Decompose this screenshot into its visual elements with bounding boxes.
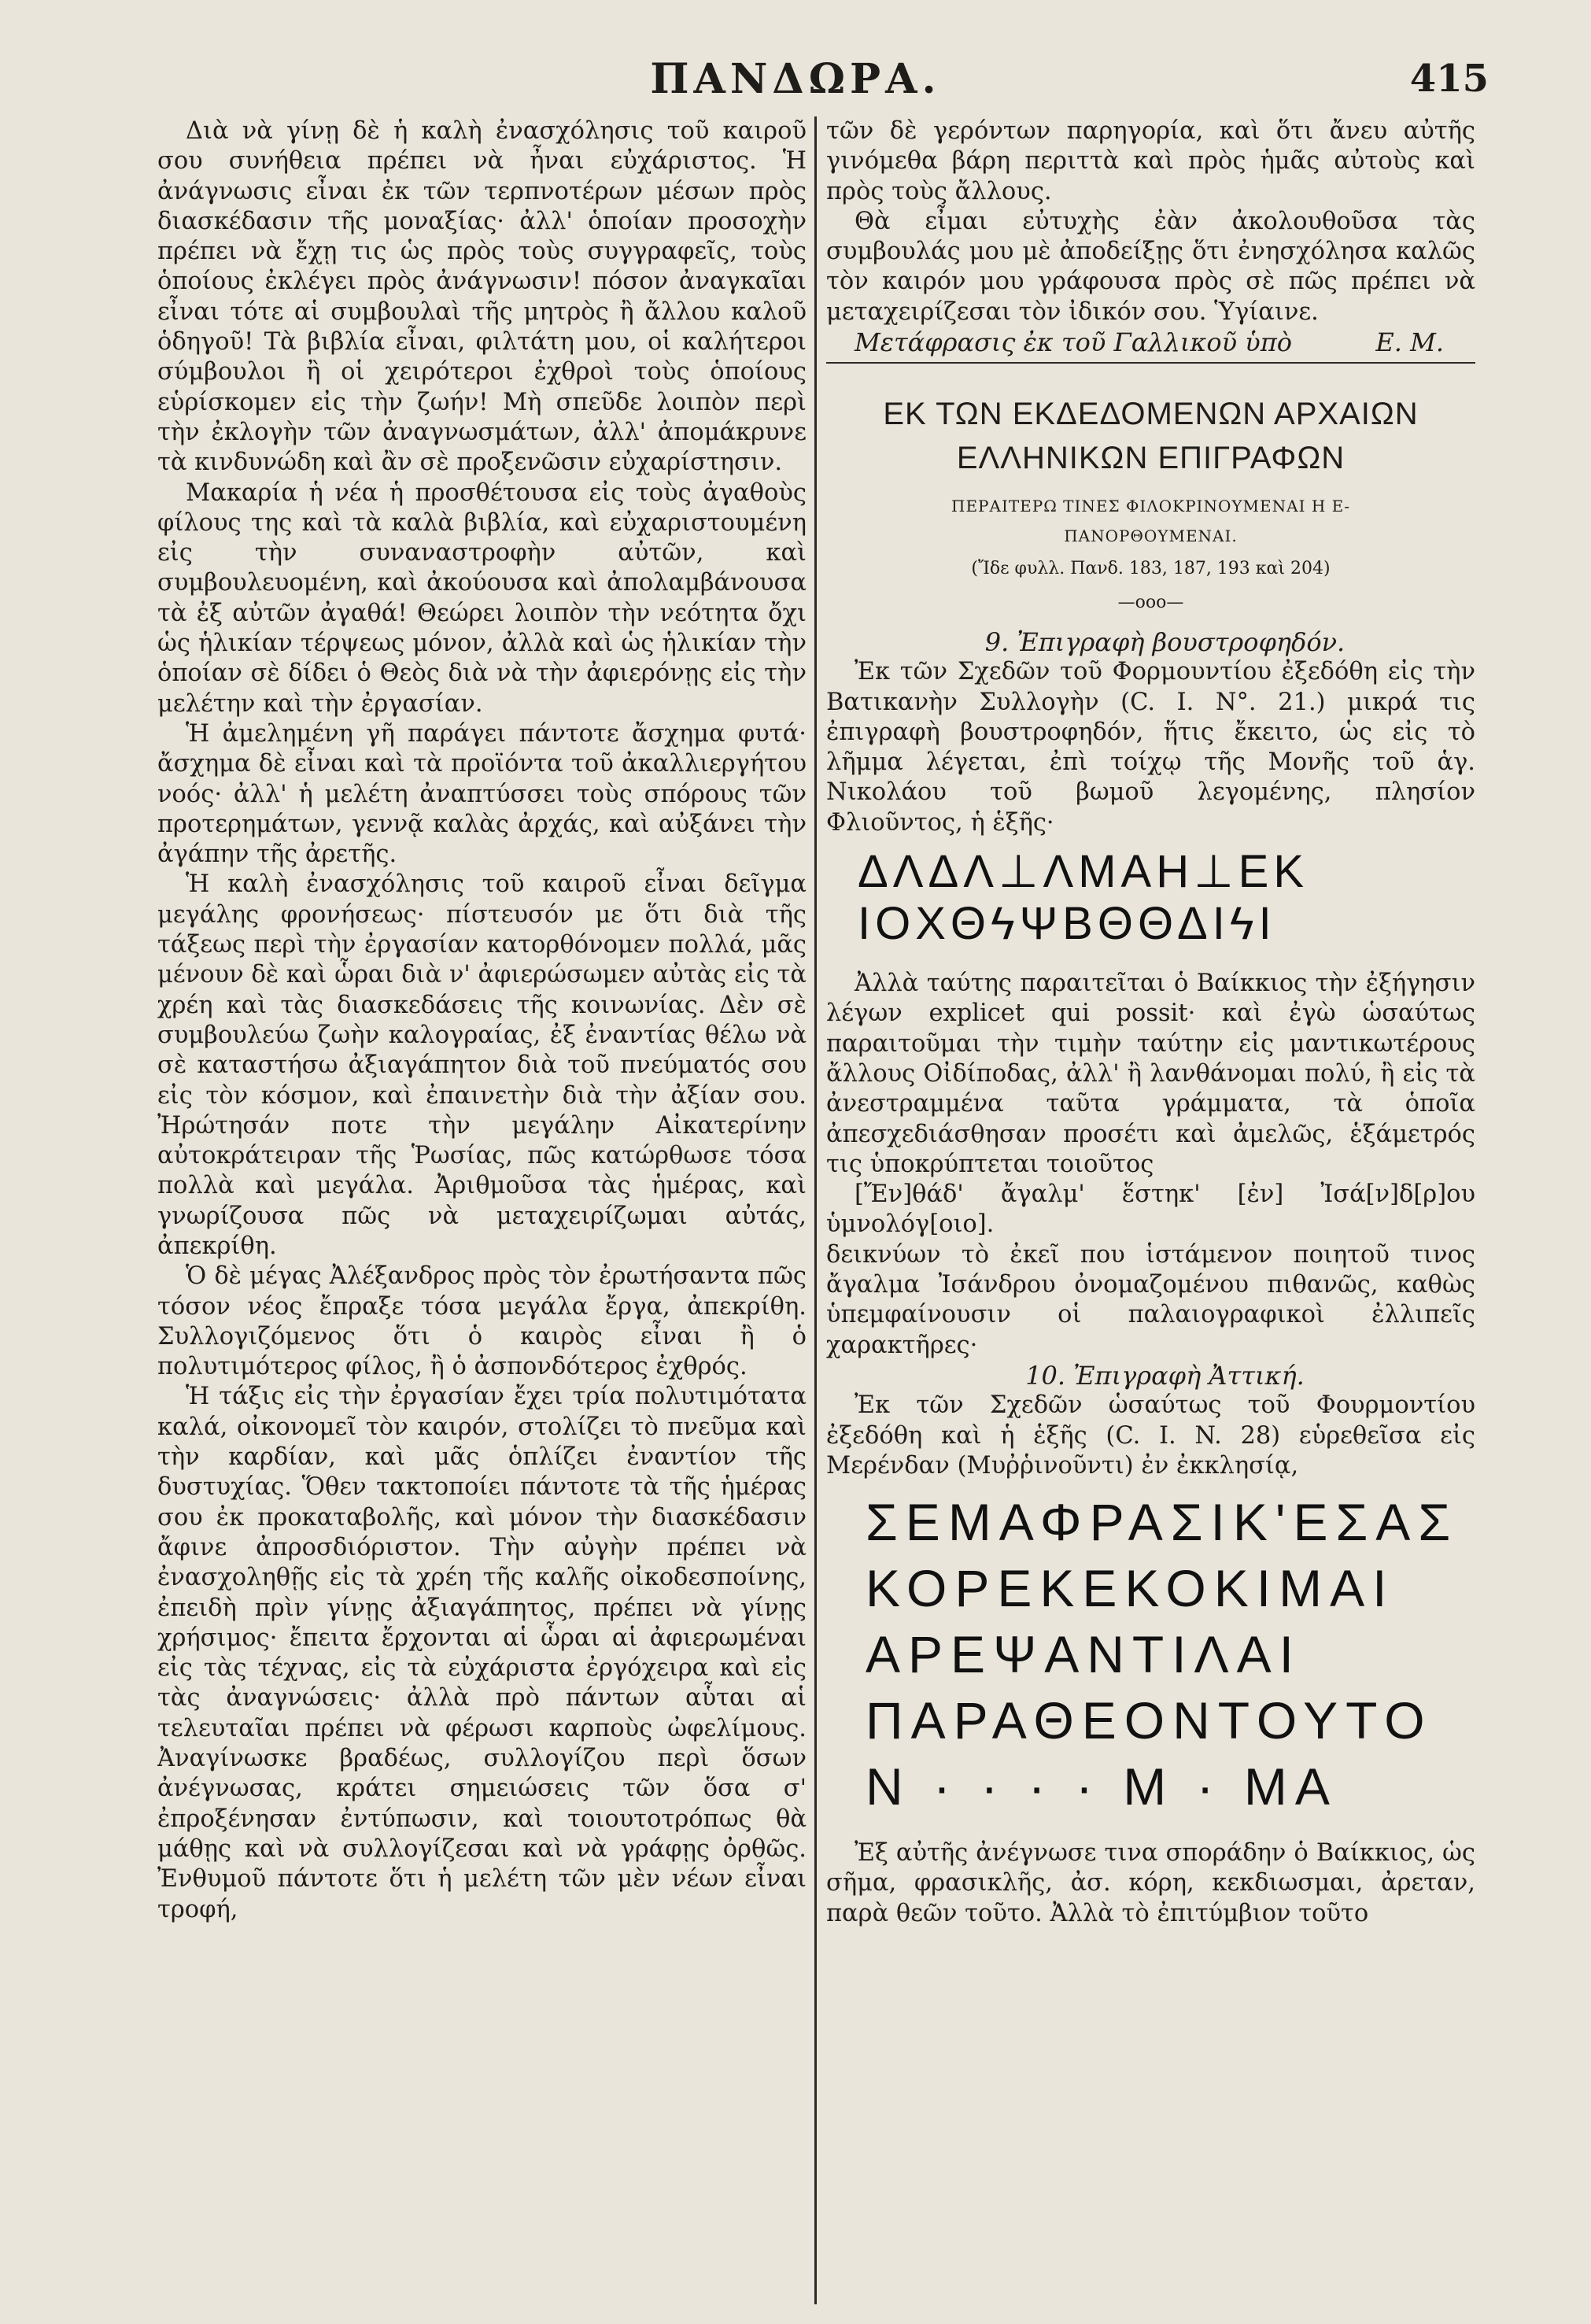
translation-credit: [826, 327, 1475, 357]
inscription-10-intro: Ἐκ τῶν Σχεδῶν ὡσαύτως τοῦ Φουρμοντίου ἐξεδόθη καὶ ἡ ἑξῆς (C. I. N. 28) εὑρεθεῖσα εἰς Μερένδαν (Μυῤῥινοῦντι) ἐν ἐκκλησίᾳ,: [826, 1391, 1475, 1480]
inscription-line: ΙΟΧΘϟΨΒΘΘΔΙϟΙ: [858, 898, 1276, 950]
inscription-9-text: [858, 846, 1475, 950]
closing-paragraph: Θὰ εἶμαι εὐτυχὴς ἐὰν ἀκολουθοῦσα τὰς συμβουλάς μου μὲ ἀποδείξῃς ὅτι ἐνησχόλησα καλῶς τὸν καιρόν μου γράφουσα πρὸς σὲ πῶς πρέπει νὰ μεταχειρίζεσαι τὸν ἰδικόν σου. Ὑγίαινε.: [826, 207, 1475, 326]
paragraph: Ἡ ἀμελημένη γῆ παράγει πάντοτε ἄσχημα φυτά· ἄσχημα δὲ εἶναι καὶ τὰ προϊόντα τοῦ ἀκαλλιεργήτου νοός· ἀλλ' ἡ μελέτη ἀναπτύσσει τοὺς σπόρους τῶν προτερημάτων, γεννᾷ καλὰς ἀρχάς, καὶ αὐξάνει τὴν ἀγάπην τῆς ἀρετῆς.: [157, 719, 807, 869]
inscription-10-heading: 10. Ἐπιγραφὴ Ἀττική.: [1025, 1360, 1305, 1391]
subheading-line: ΠΑΝΟΡΘΟΥΜΕΝΑΙ.: [1064, 527, 1238, 546]
inscription-10-commentary: Ἐξ αὐτῆς ἀνέγνωσε τινα σποράδην ὁ Βαίκκιος, ὡς σῆμα, φρασικλῆς, ἀσ. κόρη, κεκδιωσμαι, ἀρεταν, παρὰ θεῶν τοῦτο. Ἀλλὰ τὸ ἐπιτύμβιον τοῦτο: [826, 1839, 1475, 1927]
inscription-line: ΔΛΔΛ⊥ΛΜΑΗ⊥ΕΚ: [858, 846, 1309, 898]
inscription-line: ΑΡΕΨΑΝΤΙΛΑΙ: [866, 1625, 1301, 1684]
page-header: [0, 55, 1591, 110]
inscription-line: Ν · · · · Μ · ΜΑ: [866, 1757, 1338, 1816]
inscription-9-commentary: Ἀλλὰ ταύτης παραιτεῖται ὁ Βαίκκιος τὴν ἐξήγησιν λέγων explicet qui possit· καὶ ἐγὼ ὡσαύτως παραιτοῦμαι τὴν τιμὴν ταύτην εἰς μαντικωτέρους ἄλλους Οἰδίποδας, ἀλλ' ἢ λανθάνομαι πολύ, ἢ εἰς τὰ ἀνεστραμμένα ταῦτα γράμματα, τὰ ὁποῖα ἀπεσχεδιάσθησαν προσέτι καὶ ἀμελῶς, ἑξάμετρός τις ὑποκρύπτεται τοιοῦτος: [826, 970, 1475, 1178]
section-rule: [826, 362, 1475, 364]
inscription-9-heading: 9. Ἐπιγραφὴ βουστροφηδόν.: [984, 626, 1346, 657]
paragraph: Ἡ τάξις εἰς τὴν ἐργασίαν ἔχει τρία πολυτιμότατα καλά, οἰκονομεῖ τὸν καιρόν, στολίζει τὸ πνεῦμα καὶ τὴν καρδίαν, καὶ μᾶς ὁπλίζει ἐναντίον τῆς δυστυχίας. Ὅθεν τακτοποίει πάντοτε τὰ τῆς ἡμέρας σου ἐκ προκαταβολῆς, καὶ μόνον τὴν διασκέδασιν ἄφινε ἀπροσδιόριστον. Τὴν αὐγὴν πρέπει νὰ ἐνασχοληθῇς εἰς τὰ χρέη τῆς καλῆς οἰκοδεσποίνης, ἐπειδὴ πρὶν γίνῃς ἀξιαγάπητος, πρέπει νὰ γίνῃς χρήσιμος· ἔπειτα ἔρχονται αἱ ὧραι αἱ ἀφιερωμέναι εἰς τὰς τέχνας, εἰς τὰ εὐχάριστα ἐργόχειρα καὶ εἰς τὰς ἀναγνώσεις· ἀλλὰ πρὸ πάντων αὗται αἱ τελευταῖαι πρέπει νὰ φέρωσι καρποὺς ὠφελίμους. Ἀναγίνωσκε βραδέως, συλλογίζου περὶ ὅσων ἀνέγνωσας, κράτει σημειώσεις τῶν ὅσα σ' ἐπροξένησαν ἐντύπωσιν, καὶ τοιουτοτρόπως θὰ μάθῃς καὶ νὰ συλλογίζεσαι καὶ νὰ γράφῃς ὀρθῶς. Ἐνθυμοῦ πάντοτε ὅτι ἡ μελέτη τῶν μὲν νέων εἶναι τροφή,: [157, 1383, 807, 1923]
section-subheading: [826, 491, 1475, 551]
paragraph: Μακαρία ἡ νέα ἡ προσθέτουσα εἰς τοὺς ἀγαθοὺς φίλους της καὶ τὰ καλὰ βιβλία, καὶ εὐχαριστουμένη εἰς τὴν συναναστροφὴν αὐτῶν, καὶ συμβουλευομένη, καὶ ἀκούουσα καὶ ἀπολαμβάνουσα τὰ ἐξ αὐτῶν ἀγαθά! Θεώρει λοιπὸν τὴν νεότητα ὄχι ὡς ἡλικίαν τέρψεως μόνον, ἀλλὰ καὶ ὡς ἡλικίαν τὴν ὁποίαν σὲ δίδει ὁ Θεὸς διὰ νὰ τὴν ἀφιερόνῃς εἰς τὴν μελέτην καὶ τὴν ἐργασίαν.: [157, 478, 807, 718]
inscription-line: ΠΑΡΑΘΕΟΝΤΟΥΤΟ: [866, 1691, 1433, 1750]
page-number: 415: [1409, 57, 1489, 101]
left-column: [157, 116, 807, 2293]
inscription-10-text: [866, 1489, 1475, 1820]
credit-initials: Ε. Μ.: [1375, 327, 1444, 358]
section-title-line: ΕΛΛΗΝΙΚΩΝ ΕΠΙΓΡΑΦΩΝ: [956, 441, 1346, 476]
inscription-9-commentary-2: δεικνύων τὸ ἐκεῖ που ἱστάμενον ποιητοῦ τινος ἄγαλμα Ἰσάνδρου ὀνομαζομένου πιθανῶς, καθὼς ὑπεμφαίνουσιν οἱ παλαιογραφικοὶ ἐλλιπεῖς χαρακτῆρες·: [826, 1240, 1475, 1359]
paragraph: Ἡ καλὴ ἐνασχόλησις τοῦ καιροῦ εἶναι δεῖγμα μεγάλης φρονήσεως· πίστευσόν με ὅτι διὰ τῆς τάξεως περὶ τὴν ἐργασίαν κατορθόνομεν πολλά, μᾶς μένουν δὲ καὶ ὧραι διὰ ν' ἀφιερώσωμεν αὐτὰς εἰς τὰ χρέη καὶ τὰς διασκεδάσεις τῆς κοινωνίας. Δὲν σὲ συμβουλεύω ζωὴν καλογραίας, ἐξ ἐναντίας θέλω νὰ σὲ καταστήσω ἀξιαγάπητον διὰ τοῦ πνεύματός σου εἰς τὸν κόσμον, καὶ ἐπαινετὴν διὰ τὴν ἀξίαν σου. Ἠρώτησάν ποτε τὴν μεγάλην Αἰκατερίνην αὐτοκράτειραν τῆς Ῥωσίας, πῶς κατώρθωσε τόσα πολλὰ καὶ μεγάλα. Ἀριθμοῦσα τὰς ἡμέρας, καὶ γνωρίζουσα πῶς νὰ μεταχειρίζωμαι αὐτάς, ἀπεκρίθη.: [157, 870, 807, 1260]
section-title-line: ΕΚ ΤΩΝ ΕΚΔΕΔΟΜΕΝΩΝ ΑΡΧΑΙΩΝ: [883, 397, 1419, 432]
inscription-line: ΣΕΜΑΦΡΑΣΙΚ'ΕΣΑΣ: [866, 1493, 1459, 1552]
inscription-line: ΚΟΡΕΚΕΚΟΚΙΜΑΙ: [866, 1559, 1395, 1618]
inscription-9-verse: [Ἔν]θάδ' ἄγαλμ' ἕστηκ' [ἐν] Ἰσά[ν]δ[ρ]ου ὑμνολόγ[οιο].: [826, 1180, 1475, 1239]
column-divider: [814, 116, 817, 2304]
credit-text: Μετάφρασις ἐκ τοῦ Γαλλικοῦ ὑπὸ: [855, 327, 1293, 358]
paragraph: Διὰ νὰ γίνῃ δὲ ἡ καλὴ ἐνασχόλησις τοῦ καιροῦ σου συνήθεια πρέπει νὰ ἦναι εὐχάριστος. Ἡ ἀνάγνωσις εἶναι ἐκ τῶν τερπνοτέρων μέσων πρὸς διασκέδασιν τῆς μοναξίας· ἀλλ' ὁποίαν προσοχὴν πρέπει νὰ ἔχῃ τις ὡς πρὸς τοὺς συγγραφεῖς, τοὺς ὁποίους ἐκλέγει πρὸς ἀνάγνωσιν! πόσον ἀναγκαῖαι εἶναι τότε αἱ συμβουλαὶ τῆς μητρὸς ἢ ἄλλου καλοῦ ὁδηγοῦ! Τὰ βιβλία εἶναι, φιλτάτη μου, οἱ καλήτεροι σύμβουλοι ἢ οἱ χειρότεροι ἐχθροὶ τοὺς ὁποίους εὑρίσκομεν εἰς τὴν ζωήν! Μὴ σπεῦδε λοιπὸν περὶ τὴν ἐκλογὴν τῶν ἀναγνωσμάτων, ἀλλ' ἀπομάκρυνε τὰ κινδυνώδη καὶ ἂν σὲ προξενῶσιν εὐχαρίστησιν.: [157, 117, 807, 477]
reference-note: (Ἴδε φυλλ. Πανδ. 183, 187, 193 καὶ 204): [971, 559, 1331, 579]
subheading-line: ΠΕΡΑΙΤΕΡΩ ΤΙΝΕΣ ΦΙΛΟΚΡΙΝΟΥΜΕΝΑΙ Η Ε-: [951, 497, 1350, 516]
journal-title: ΠΑΝΔΩΡΑ.: [650, 55, 941, 103]
section-title: [826, 392, 1475, 480]
right-column: [826, 116, 1475, 2293]
paragraph: Ὁ δὲ μέγας Ἀλέξανδρος πρὸς τὸν ἐρωτήσαντα πῶς τόσον νέος ἔπραξε τόσα μεγάλα ἔργα, ἀπεκρίθη. Συλλογιζόμενος ὅτι ὁ καιρὸς εἶναι ἢ ὁ πολυτιμότερος φίλος, ἢ ὁ ἀσπονδότερος ἐχθρός.: [157, 1262, 807, 1381]
continued-paragraph: τῶν δὲ γερόντων παρηγορία, καὶ ὅτι ἄνευ αὐτῆς γινόμεθα βάρη περιττὰ καὶ πρὸς ἡμᾶς αὐτοὺς καὶ πρὸς τοὺς ἄλλους.: [826, 117, 1475, 205]
ornament-divider: —οοο—: [1117, 592, 1184, 612]
inscription-9-intro: Ἐκ τῶν Σχεδῶν τοῦ Φορμουντίου ἐξεδόθη εἰς τὴν Βατικανὴν Συλλογὴν (C. I. N°. 21.) μικρά τις ἐπιγραφὴ βουστροφηδόν, ἥτις ἔκειτο, ὡς εἰς τὸ λῆμμα λέγεται, ἐπὶ τοίχῳ τῆς Μονῆς τοῦ ἁγ. Νικολάου τοῦ βωμοῦ λεγομένης, πλησίον Φλιοῦντος, ἡ ἑξῆς·: [826, 658, 1475, 837]
